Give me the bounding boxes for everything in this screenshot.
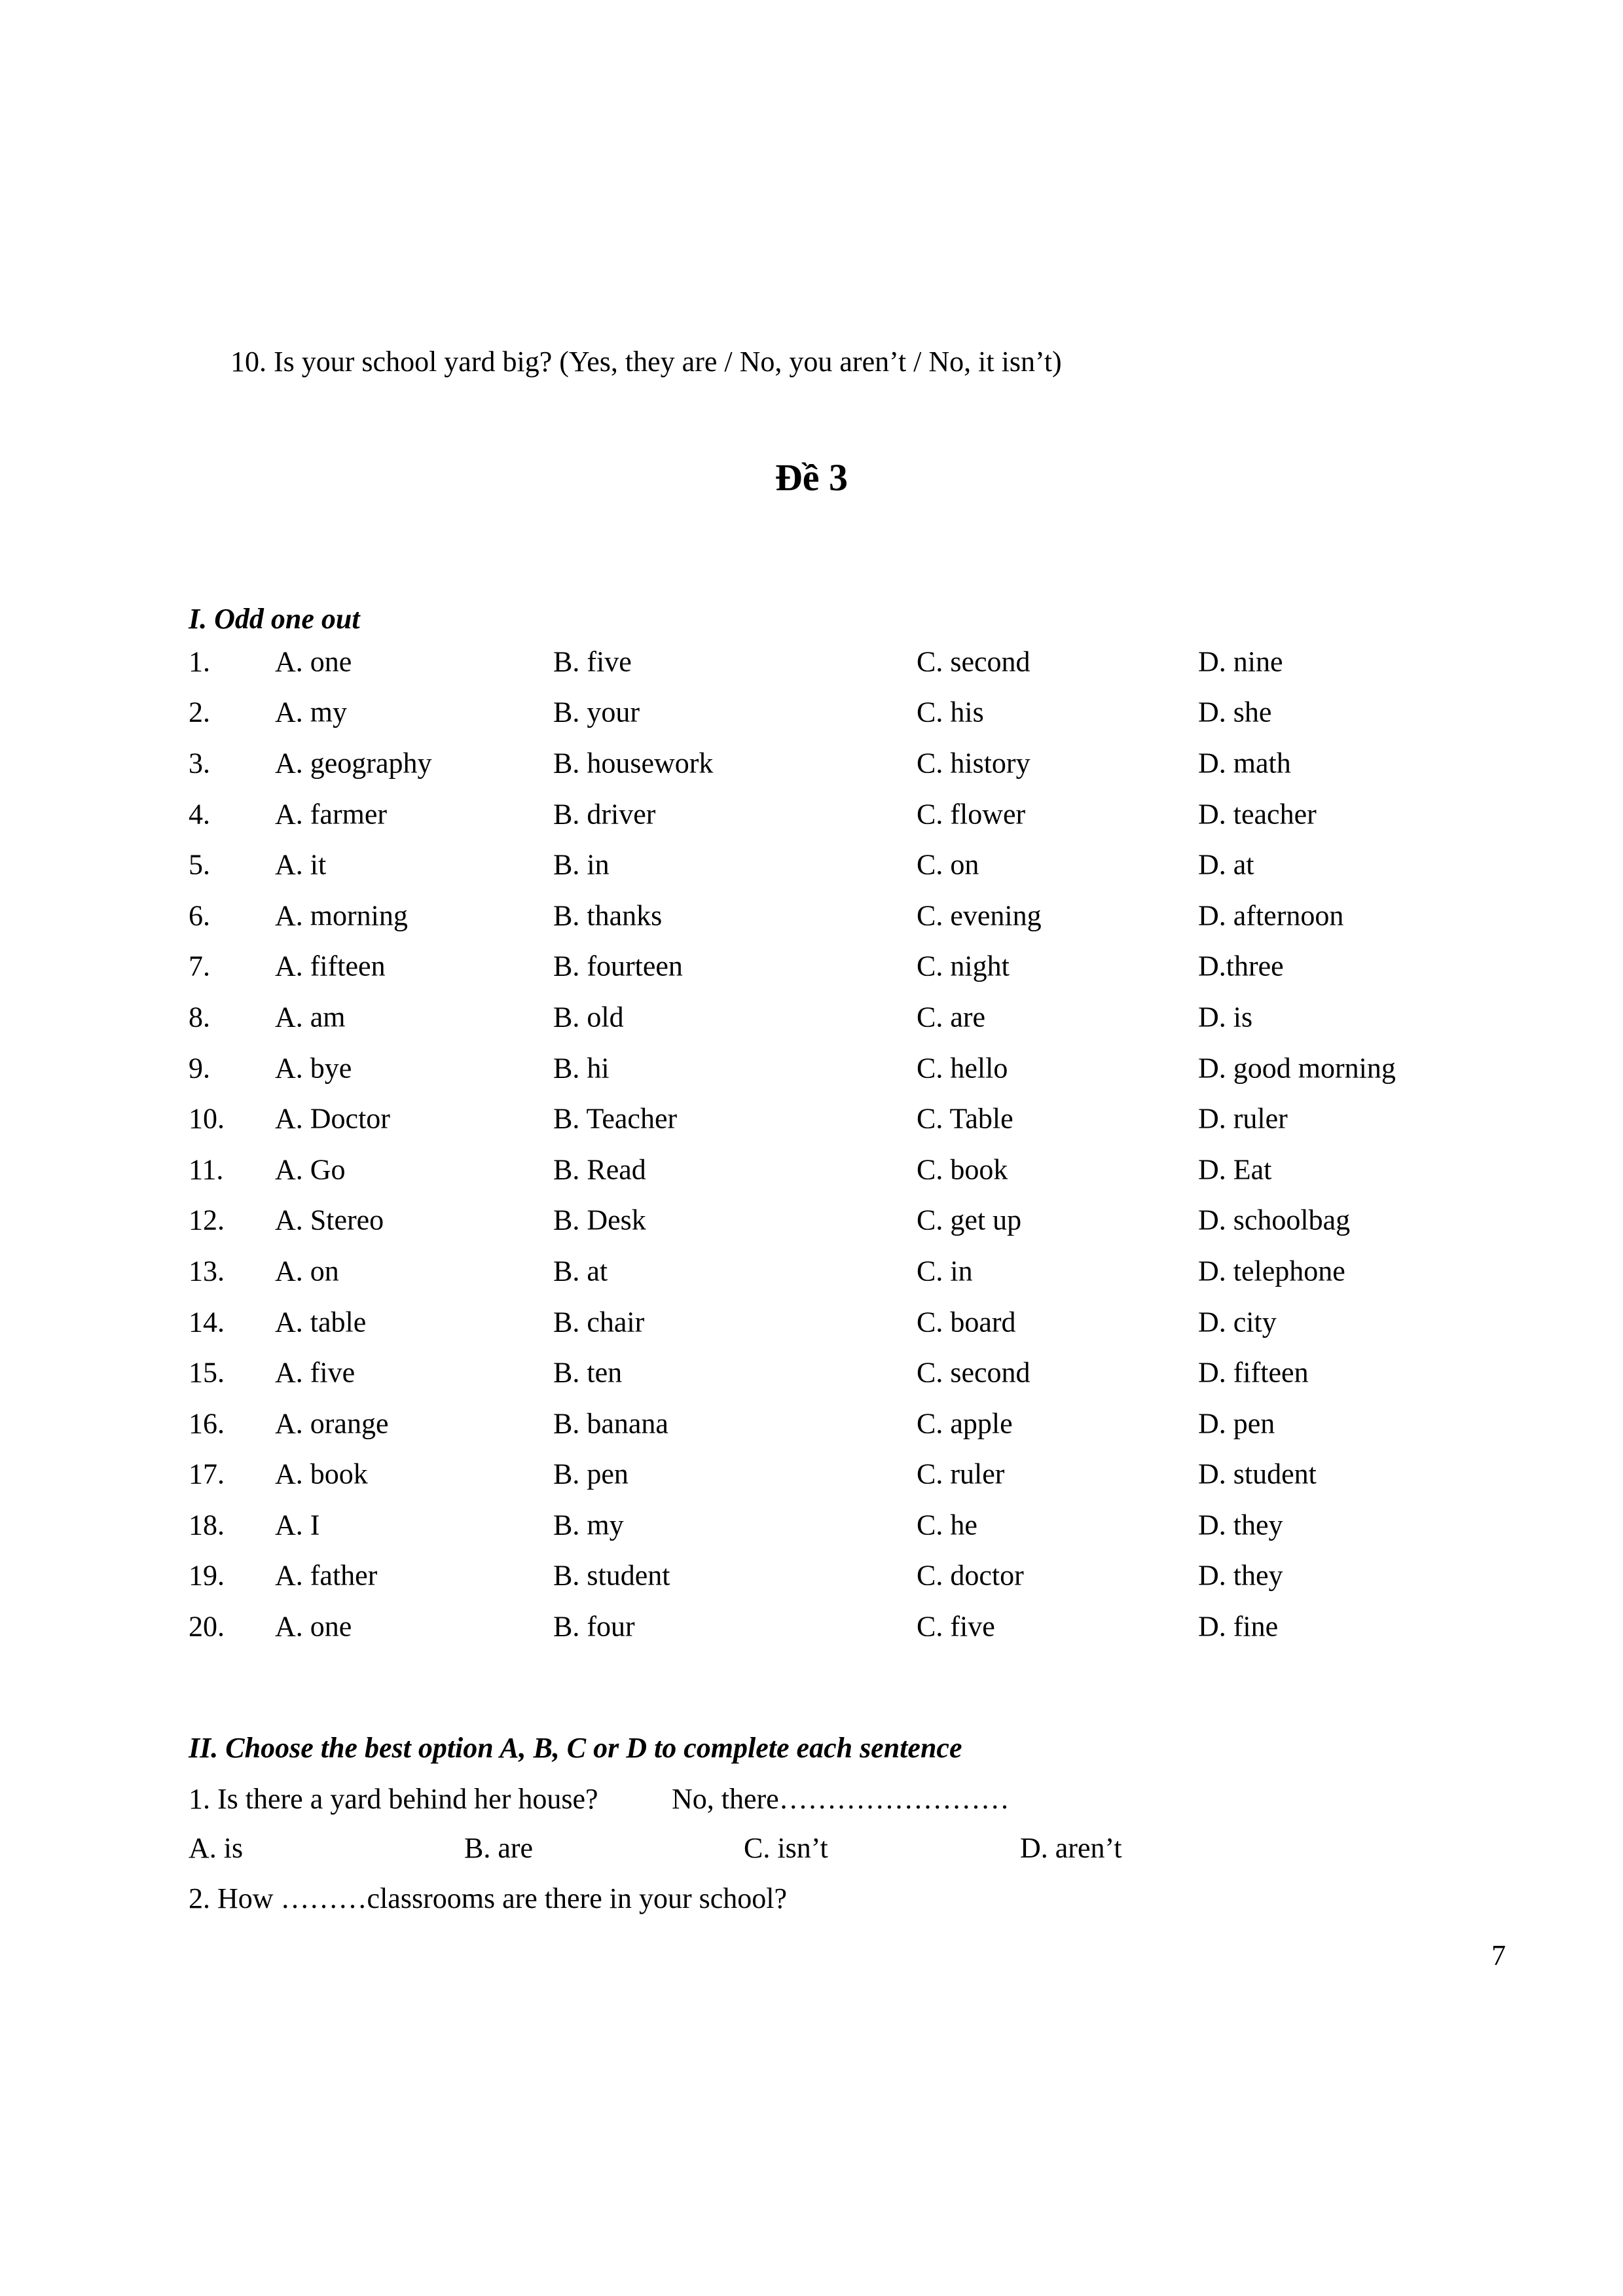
option-d: D. ruler bbox=[1198, 1102, 1288, 1135]
option-b: B. in bbox=[553, 848, 610, 881]
question-number: 18. bbox=[189, 1509, 225, 1541]
question-number: 19. bbox=[189, 1559, 225, 1592]
question-number: 17. bbox=[189, 1458, 225, 1490]
option-b: B. driver bbox=[553, 798, 656, 831]
option-d: D. pen bbox=[1198, 1407, 1275, 1440]
odd-one-out-row bbox=[189, 738, 1498, 789]
odd-one-out-row bbox=[189, 636, 1498, 687]
odd-one-out-row bbox=[189, 1297, 1498, 1348]
option-c: C. on bbox=[917, 848, 979, 881]
option-a: A. five bbox=[275, 1356, 356, 1389]
option-c: C. book bbox=[917, 1153, 1008, 1186]
exam-title: Đề 3 bbox=[775, 456, 848, 499]
odd-one-out-row bbox=[189, 941, 1498, 992]
odd-one-out-row bbox=[189, 1195, 1498, 1246]
question-10-line: 10. Is your school yard big? (Yes, they are / No, you aren’t / No, it isn’t) bbox=[230, 346, 1062, 378]
option-c: C. are bbox=[917, 1001, 986, 1033]
option-d: D. fifteen bbox=[1198, 1356, 1309, 1389]
option-b: B. student bbox=[553, 1559, 670, 1592]
option-b: B. hi bbox=[553, 1052, 610, 1085]
odd-one-out-row bbox=[189, 1246, 1498, 1297]
option-c: C. hello bbox=[917, 1052, 1008, 1085]
option-c: C. five bbox=[917, 1610, 995, 1643]
option-d: D. good morning bbox=[1198, 1052, 1396, 1085]
page-number: 7 bbox=[1491, 1939, 1506, 1971]
section2-heading: II. Choose the best option A, B, C or D to complete each sentence bbox=[189, 1732, 962, 1764]
question-number: 10. bbox=[189, 1102, 225, 1135]
option-d: D. math bbox=[1198, 747, 1291, 780]
question-number: 4. bbox=[189, 798, 210, 831]
option-c: C. night bbox=[917, 950, 1010, 982]
option-b: B. your bbox=[553, 696, 640, 728]
option-d: D. she bbox=[1198, 696, 1272, 728]
option-b: B. Read bbox=[553, 1153, 646, 1186]
option-a: A. morning bbox=[275, 899, 408, 932]
question-number: 20. bbox=[189, 1610, 225, 1643]
option-b: B. four bbox=[553, 1610, 635, 1643]
option-a: A. my bbox=[275, 696, 347, 728]
answer-blank: No, there…………………… bbox=[672, 1783, 1010, 1815]
odd-one-out-row bbox=[189, 992, 1498, 1043]
option-a: A. fifteen bbox=[275, 950, 386, 982]
option-a: A. one bbox=[275, 645, 352, 678]
option-b: B. pen bbox=[553, 1458, 629, 1490]
option-a: A. book bbox=[275, 1458, 368, 1490]
option-a: A. Go bbox=[275, 1153, 346, 1186]
odd-one-out-row bbox=[189, 1043, 1498, 1094]
option-d: D. teacher bbox=[1198, 798, 1317, 831]
odd-one-out-row bbox=[189, 1144, 1498, 1195]
option-d: D. fine bbox=[1198, 1610, 1279, 1643]
option-a: A. Stereo bbox=[275, 1204, 384, 1236]
option-c: C. Table bbox=[917, 1102, 1013, 1135]
question-number: 11. bbox=[189, 1153, 224, 1186]
option-b: B. my bbox=[553, 1509, 624, 1541]
option-c: C. board bbox=[917, 1306, 1016, 1338]
option-a: A. father bbox=[275, 1559, 378, 1592]
question-number: 3. bbox=[189, 747, 210, 780]
option-d: D. telephone bbox=[1198, 1255, 1345, 1287]
question-number: 6. bbox=[189, 899, 210, 932]
question-number: 2. bbox=[189, 696, 210, 728]
section1-heading: I. Odd one out bbox=[189, 603, 360, 635]
question-number: 5. bbox=[189, 848, 210, 881]
option-c: C. flower bbox=[917, 798, 1026, 831]
option-c: C. history bbox=[917, 747, 1030, 780]
option-c: C. apple bbox=[917, 1407, 1013, 1440]
option-a: A. I bbox=[275, 1509, 320, 1541]
odd-one-out-row bbox=[189, 1398, 1498, 1449]
option-a: A. one bbox=[275, 1610, 352, 1643]
option-d: D. city bbox=[1198, 1306, 1277, 1338]
option-a: A. orange bbox=[275, 1407, 389, 1440]
option-a: A. geography bbox=[275, 747, 432, 780]
odd-one-out-row bbox=[189, 1551, 1498, 1602]
option-d: D. they bbox=[1198, 1509, 1283, 1541]
odd-one-out-row bbox=[189, 789, 1498, 840]
section2-question-2: 2. How ………classrooms are there in your school? bbox=[189, 1882, 788, 1914]
question-number: 16. bbox=[189, 1407, 225, 1440]
odd-one-out-row bbox=[189, 890, 1498, 941]
odd-one-out-row bbox=[189, 1499, 1498, 1551]
option-c: C. he bbox=[917, 1509, 977, 1541]
option-b: B. are bbox=[464, 1832, 534, 1864]
question-text: 1. Is there a yard behind her house? bbox=[189, 1783, 598, 1815]
option-a: A. am bbox=[275, 1001, 346, 1033]
option-a: A. on bbox=[275, 1255, 339, 1287]
option-b: B. banana bbox=[553, 1407, 668, 1440]
option-a: A. farmer bbox=[275, 798, 388, 831]
question-number: 14. bbox=[189, 1306, 225, 1338]
option-d: D. nine bbox=[1198, 645, 1283, 678]
option-c: C. get up bbox=[917, 1204, 1022, 1236]
option-b: B. housework bbox=[553, 747, 714, 780]
option-c: C. evening bbox=[917, 899, 1042, 932]
option-c: C. second bbox=[917, 1356, 1030, 1389]
option-b: B. Desk bbox=[553, 1204, 646, 1236]
option-b: B. at bbox=[553, 1255, 608, 1287]
question-number: 9. bbox=[189, 1052, 210, 1085]
option-c: C. second bbox=[917, 645, 1030, 678]
option-b: B. fourteen bbox=[553, 950, 683, 982]
option-d: D. schoolbag bbox=[1198, 1204, 1351, 1236]
option-d: D. aren’t bbox=[1020, 1832, 1122, 1864]
option-d: D. at bbox=[1198, 848, 1254, 881]
option-c: C. doctor bbox=[917, 1559, 1024, 1592]
odd-one-out-row bbox=[189, 1601, 1498, 1652]
option-d: D.three bbox=[1198, 950, 1284, 982]
option-a: A. it bbox=[275, 848, 327, 881]
section2-question-1 bbox=[189, 1782, 1498, 1816]
odd-one-out-list bbox=[189, 636, 1498, 1652]
question-number: 7. bbox=[189, 950, 210, 982]
odd-one-out-row bbox=[189, 1449, 1498, 1500]
option-a: A. Doctor bbox=[275, 1102, 390, 1135]
question-number: 8. bbox=[189, 1001, 210, 1033]
option-d: D. afternoon bbox=[1198, 899, 1344, 932]
option-b: B. thanks bbox=[553, 899, 663, 932]
question-number: 1. bbox=[189, 645, 210, 678]
odd-one-out-row bbox=[189, 839, 1498, 890]
odd-one-out-row bbox=[189, 687, 1498, 738]
option-c: C. ruler bbox=[917, 1458, 1005, 1490]
option-d: D. is bbox=[1198, 1001, 1253, 1033]
option-a: A. bye bbox=[275, 1052, 352, 1085]
option-b: B. five bbox=[553, 645, 632, 678]
question-number: 15. bbox=[189, 1356, 225, 1389]
option-d: D. Eat bbox=[1198, 1153, 1272, 1186]
option-a: A. is bbox=[189, 1832, 244, 1864]
option-c: C. in bbox=[917, 1255, 973, 1287]
option-b: B. Teacher bbox=[553, 1102, 678, 1135]
option-c: C. isn’t bbox=[744, 1832, 828, 1864]
odd-one-out-row bbox=[189, 1347, 1498, 1398]
question-number: 13. bbox=[189, 1255, 225, 1287]
question-number: 12. bbox=[189, 1204, 225, 1236]
odd-one-out-row bbox=[189, 1093, 1498, 1144]
option-d: D. they bbox=[1198, 1559, 1283, 1592]
option-b: B. ten bbox=[553, 1356, 623, 1389]
option-a: A. table bbox=[275, 1306, 367, 1338]
option-b: B. old bbox=[553, 1001, 624, 1033]
option-b: B. chair bbox=[553, 1306, 645, 1338]
option-c: C. his bbox=[917, 696, 984, 728]
option-d: D. student bbox=[1198, 1458, 1317, 1490]
